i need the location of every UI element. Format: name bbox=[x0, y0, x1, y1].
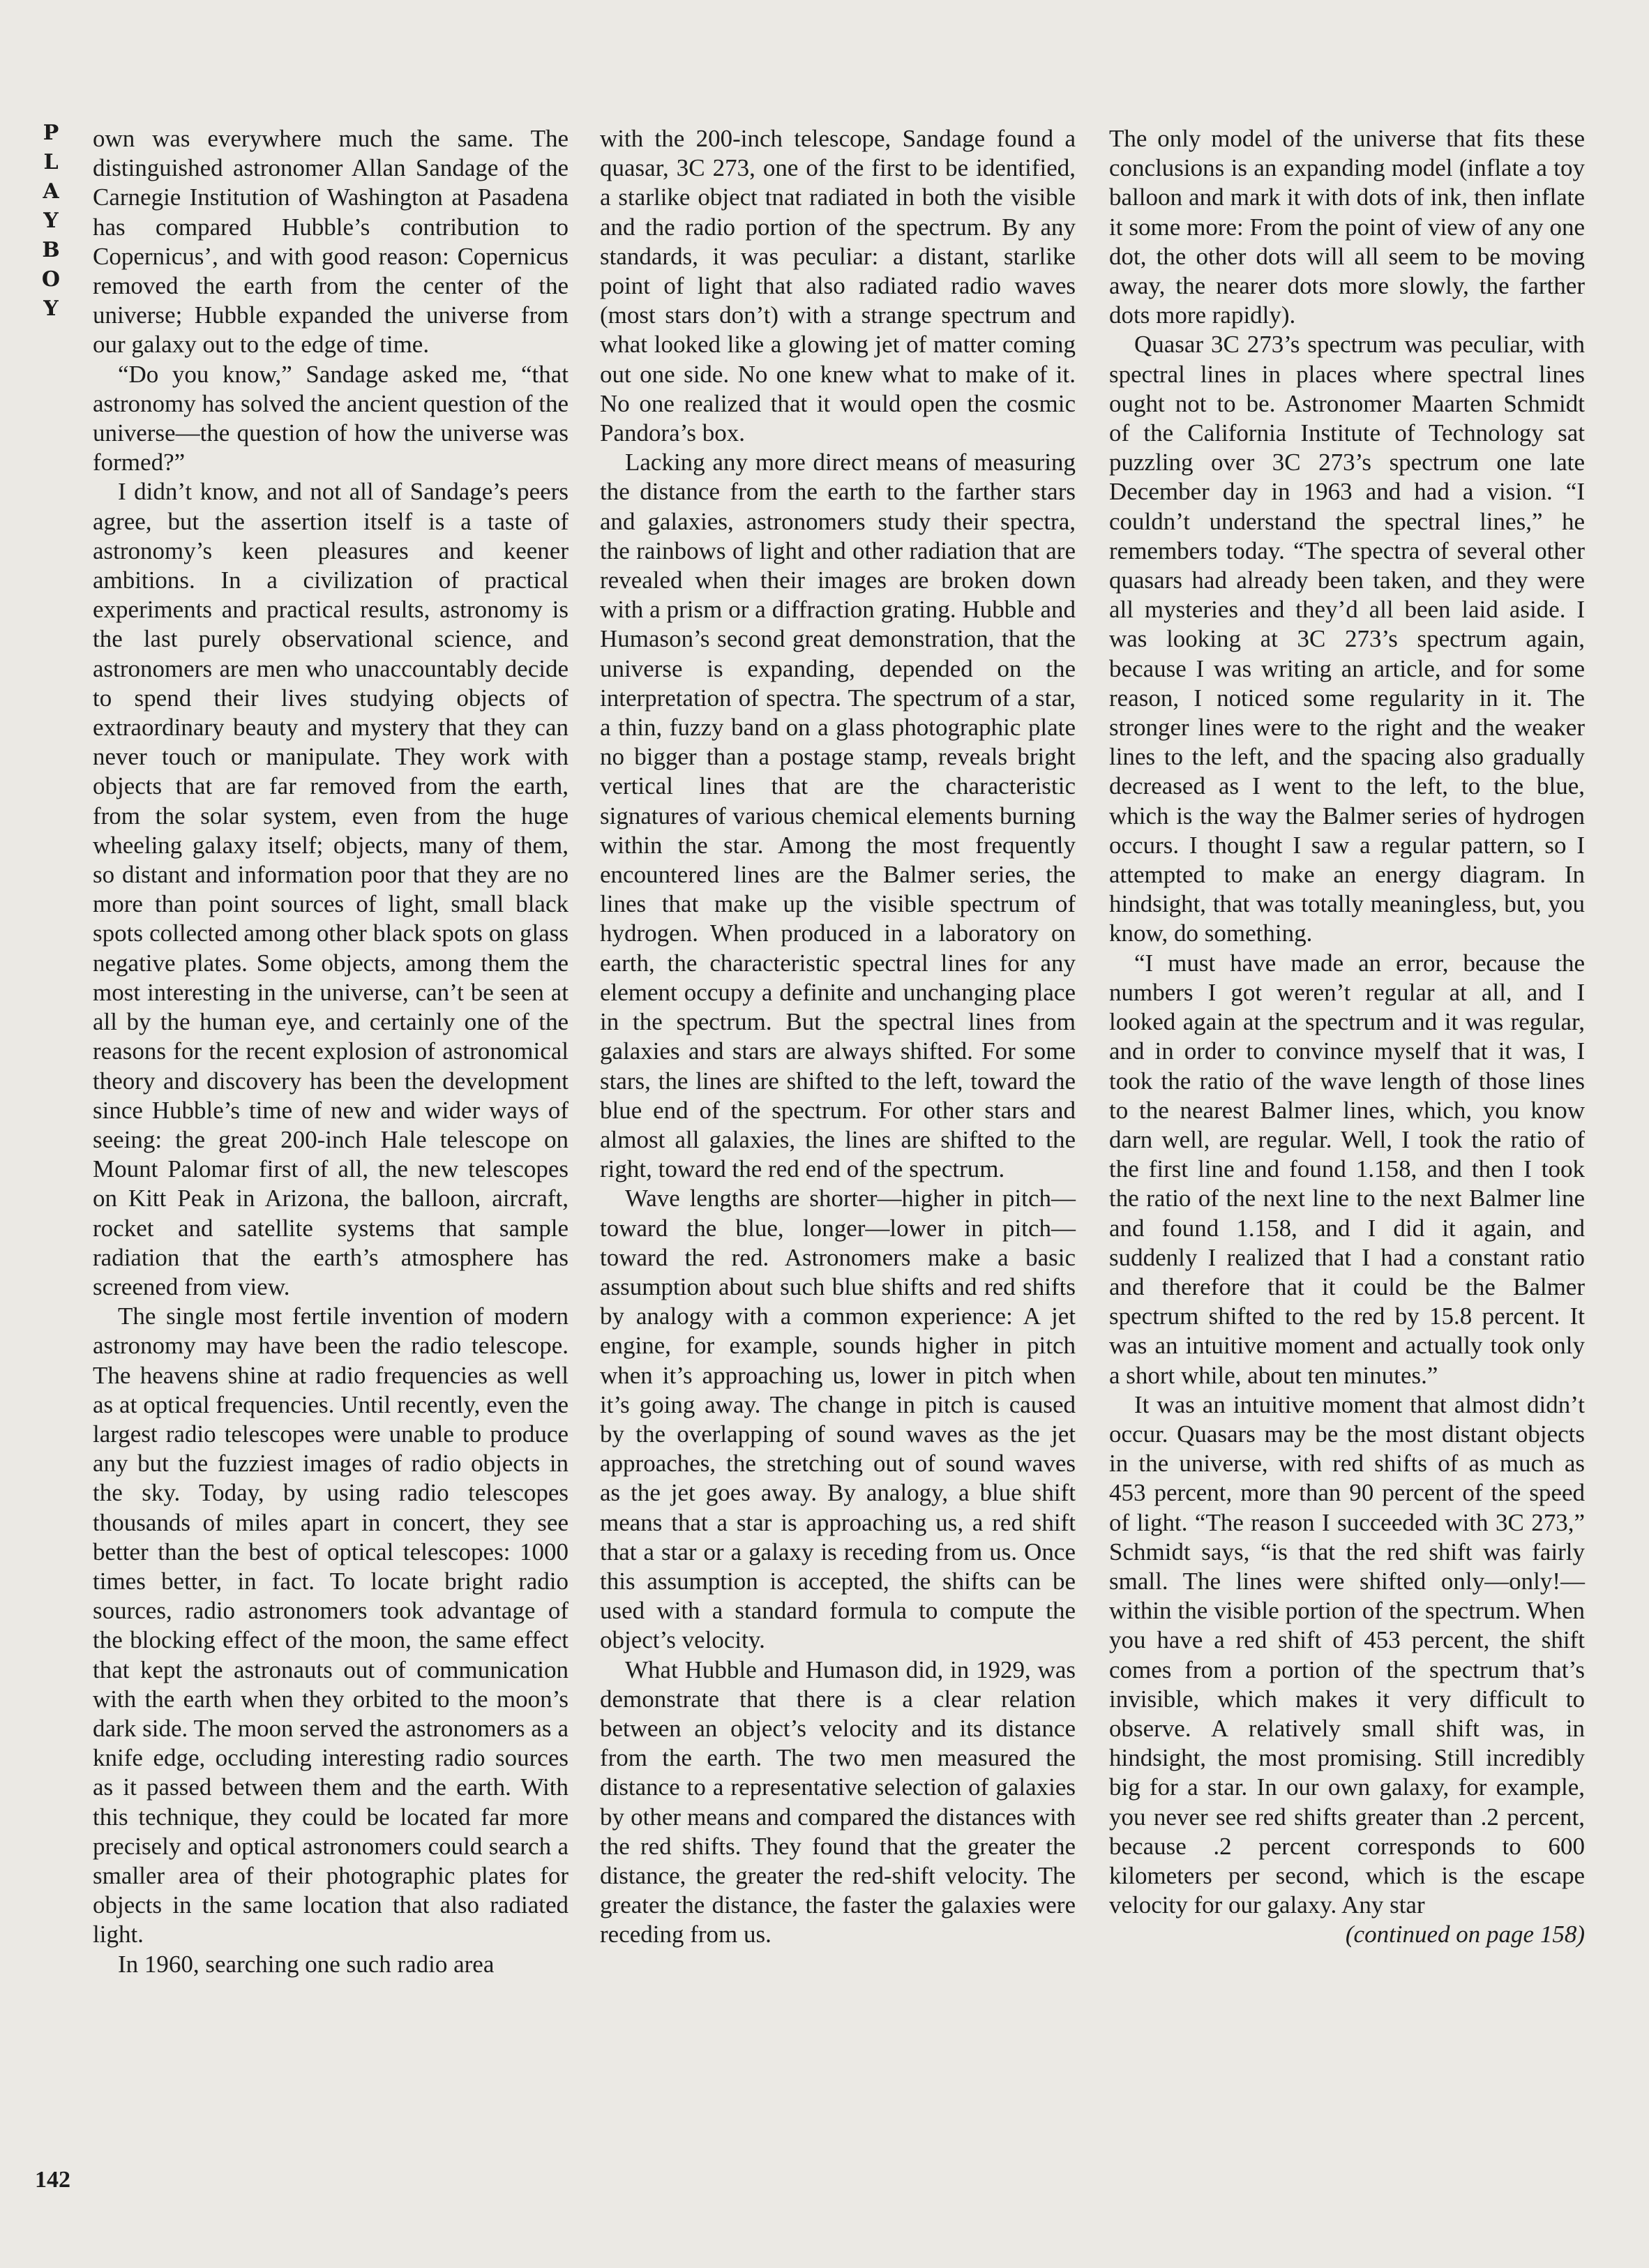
running-head-letter: Y bbox=[43, 209, 59, 233]
paragraph: The only model of the universe that fits these conclusions is an expanding model (inflate a toy balloon and mark it with dots of ink, then inflate it some more: From the point of view of any one dot, the other dots will all seem to be moving away, the nearer dots more slowly, the farther dots more rapidly). bbox=[1109, 125, 1585, 329]
paragraph: Wave lengths are shorter—higher in pitch—toward the blue, longer—lower in pitch—toward the red. Astronomers make a basic assumption about such blue shifts and red shifts by analogy with a common experience: A jet engine, for example, sounds higher in pitch when it’s approaching us, lower in pitch when it’s going away. The change in pitch is caused by the overlapping of sound waves as the jet approaches, the stretching out of sound waves as the jet goes away. By analogy, a blue shift means that a star is approaching us, a red shift that a star or a galaxy is receding from us. Once this assumption is accepted, the shifts can be used with a standard formula to compute the object’s velocity. bbox=[600, 1185, 1076, 1654]
paragraph: Quasar 3C 273’s spectrum was peculiar, with spectral lines in places where spectral lines ought not to be. Astronomer Maarten Schmidt of the California Institute of Technology sat puzzling over 3C 273’s spectrum one late December day in 1963 and had a vision. “I couldn’t understand the spectral lines,” he remembers today. “The spectra of several other quasars had already been taken, and they were all mysteries and they’d all been laid aside. I was looking at 3C 273’s spectrum again, because I was writing an article, and for some reason, I noticed some regularity in it. The stronger lines were to the right and the weaker lines to the left, and the spacing also gradually decreased as I went to the left, to the blue, which is the way the Balmer series of hydrogen occurs. I thought I saw a regular pattern, so I attempted to make an energy diagram. In hindsight, that was totally meaningless, but, you know, do something. bbox=[1109, 331, 1585, 947]
paragraph: “Do you know,” Sandage asked me, “that astronomy has solved the ancient question of the universe—the question of how the universe was formed?” bbox=[93, 360, 569, 476]
running-head-letter: Y bbox=[43, 296, 59, 321]
paragraph: own was everywhere much the same. The distinguished astronomer Allan Sandage of the Carnegie Institution of Washington at Pasadena has compared Hubble’s contribution to Copernicus’, and with good reason: Copernicus removed the earth from the center of the universe; Hubble expanded the universe from our galaxy out to the edge of time. bbox=[93, 125, 569, 359]
text-column-2 bbox=[600, 124, 1076, 1950]
running-head-letter: P bbox=[43, 121, 59, 145]
paragraph: What Hubble and Humason did, in 1929, was demonstrate that there is a clear relation between an object’s velocity and its distance from the earth. The two men measured the distance to a representative selection of galaxies by other means and compared the distances with the red shifts. They found that the greater the distance, the greater the red-shift velocity. The greater the distance, the faster the galaxies were receding from us. bbox=[600, 1655, 1076, 1948]
running-head-letter: L bbox=[43, 150, 59, 174]
paragraph: It was an intuitive moment that almost didn’t occur. Quasars may be the most distant objects in the universe, with red shifts of as much as 453 percent, more than 90 percent of the speed of light. “The reason I succeeded with 3C 273,” Schmidt says, “is that the red shift was fairly small. The lines were shifted only—only!—within the visible portion of the spectrum. When you have a red shift of 453 percent, the shift comes from a portion of the spectrum that’s invisible, which makes it very difficult to observe. A relatively small shift was, in hindsight, the most promising. Still incredibly big for a star. In our own galaxy, for example, you never see red shifts greater than .2 percent, because .2 percent corresponds to 600 kilometers per second, which is the escape velocity for our galaxy. Any star bbox=[1109, 1390, 1585, 1919]
text-column-3 bbox=[1109, 124, 1585, 1950]
continued-on-note: (continued on page 158) bbox=[1345, 1921, 1585, 1948]
running-head bbox=[33, 119, 68, 324]
paragraph: I didn’t know, and not all of Sandage’s peers agree, but the assertion itself is a taste of astronomy’s keen pleasures and keener ambitions. In a civilization of practical experiments and practical results, astronomy is the last purely observational science, and astronomers are men who unaccountably decide to spend their lives studying objects of extraordinary beauty and mystery that they can never touch or manipulate. They work with objects that are far removed from the earth, from the solar system, even from the huge wheeling galaxy itself; objects, many of them, so distant and information poor that they are no more than point sources of light, small black spots collected among other black spots on glass negative plates. Some objects, among them the most interesting in the universe, can’t be seen at all by the human eye, and certainly one of the reasons for the recent explosion of astronomical theory and discovery has been the development since Hubble’s time of new and wider ways of seeing: the great 200-inch Hale telescope on Mount Palomar first of all, the new telescopes on Kitt Peak in Arizona, the balloon, aircraft, rocket and satellite systems that sample radiation that the earth’s atmosphere has screened from view. bbox=[93, 478, 569, 1300]
text-column-1 bbox=[93, 124, 569, 1979]
running-head-letter: B bbox=[42, 238, 60, 262]
paragraph: The single most fertile invention of modern astronomy may have been the radio telescope. The heavens shine at radio frequencies as well as at optical frequencies. Until recently, even the largest radio telescopes were unable to produce any but the fuzziest images of radio objects in the sky. Today, by using radio telescopes thousands of miles apart in concert, they see better than the best of optical telescopes: 1000 times better, in fact. To locate bright radio sources, radio astronomers took advantage of the blocking effect of the moon, the same effect that kept the astronauts out of communication with the earth when they orbited to the moon’s dark side. The moon served the astronomers as a knife edge, occluding interesting radio sources as it passed between them and the earth. With this technique, they could be located far more precisely and optical astronomers could search a smaller area of their photographic plates for objects in the same location that also radiated light. bbox=[93, 1302, 569, 1948]
paragraph: Lacking any more direct means of measuring the distance from the earth to the farther stars and galaxies, astronomers study their spectra, the rainbows of light and other radiation that are revealed when their images are broken down with a prism or a diffraction grating. Hubble and Humason’s second great demonstration, that the universe is expanding, depended on the interpretation of spectra. The spectrum of a star, a thin, fuzzy band on a glass photographic plate no bigger than a postage stamp, reveals bright vertical lines that are the characteristic signatures of various chemical elements burning within the star. Among the most frequently encountered lines are the Balmer series, the lines that make up the visible spectrum of hydrogen. When produced in a laboratory on earth, the characteristic spectral lines for any element occupy a definite and unchanging place in the spectrum. But the spectral lines from galaxies and stars are always shifted. For some stars, the lines are shifted to the left, toward the blue end of the spectrum. For other stars and almost all galaxies, the lines are shifted to the right, toward the red end of the spectrum. bbox=[600, 449, 1076, 1183]
running-head-letter: A bbox=[43, 179, 59, 204]
paragraph: with the 200-inch telescope, Sandage found a quasar, 3C 273, one of the first to be identified, a starlike object tnat radiated in both the visible and the radio portion of the spectrum. By any standards, it was peculiar: a distant, starlike point of light that also radiated radio waves (most stars don’t) with a strange spectrum and what looked like a glowing jet of matter coming out one side. No one knew what to make of it. No one realized that it would open the cosmic Pandora’s box. bbox=[600, 125, 1076, 447]
paragraph: “I must have made an error, because the numbers I got weren’t regular at all, and I looked again at the spectrum and it was regular, and in order to convince myself that it was, I took the ratio of the wave length of those lines to the nearest Balmer lines, which, you know darn well, are regular. Well, I took the ratio of the first line and found 1.158, and then I took the ratio of the next line to the next Balmer line and found 1.158, and I did it again, and suddenly I realized that I had a constant ratio and therefore that it could be the Balmer spectrum shifted to the red by 15.8 percent. It was an intuitive moment and actually took only a short while, about ten minutes.” bbox=[1109, 949, 1585, 1389]
paragraph: In 1960, searching one such radio area bbox=[118, 1950, 495, 1978]
page-number: 142 bbox=[35, 2167, 70, 2193]
running-head-letter: O bbox=[41, 267, 61, 292]
